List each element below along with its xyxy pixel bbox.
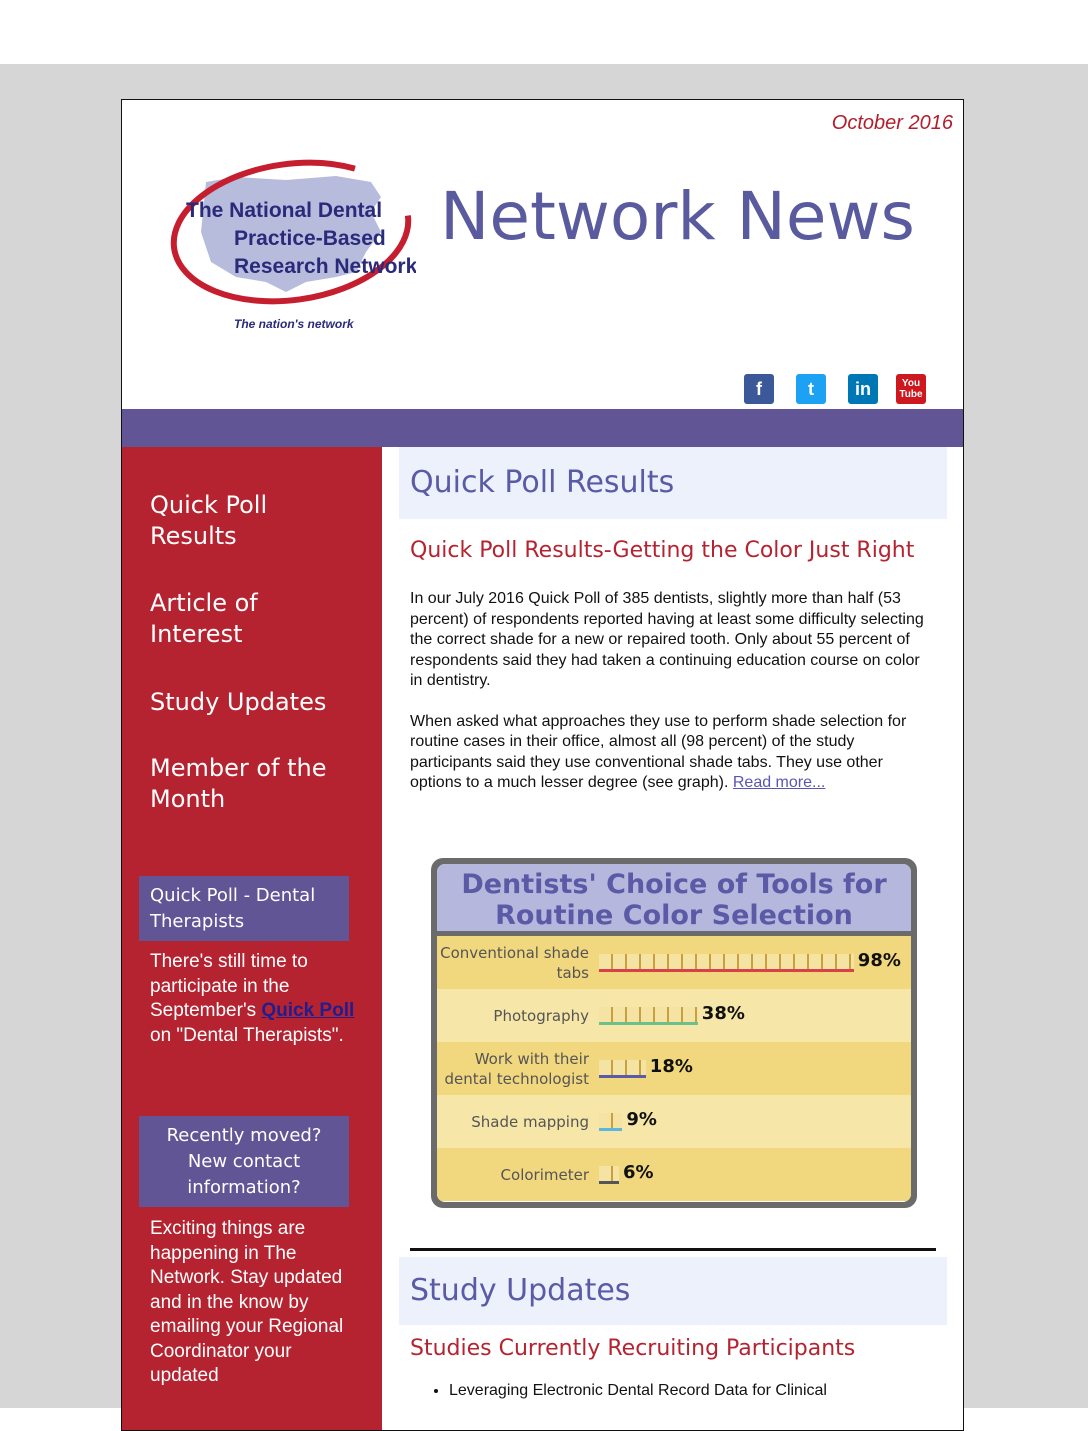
masthead-title: Network News (440, 178, 915, 255)
chart-bar (599, 1113, 622, 1131)
quick-poll-box-title: Quick Poll - Dental Therapists (139, 876, 349, 941)
chart-row (437, 989, 911, 1042)
section-divider (410, 1248, 936, 1251)
study-list-item[interactable]: • Leveraging Electronic Dental Record Data for Clinical (449, 1381, 936, 1402)
logo-line2: Practice-Based (234, 227, 386, 250)
youtube-icon[interactable]: You Tube (896, 374, 926, 404)
article-paragraph-2 (399, 712, 947, 794)
chart-row (437, 1042, 911, 1095)
article-paragraph-1: In our July 2016 Quick Poll of 385 dentists, slightly more than half (53 percent) of respondents reported having at least some difficulty selecting the correct shade for a new or repaired tooth. Only about 55 percent of respondents said they had taken a continuing education course on color in dentistry. (410, 590, 924, 689)
logo-line1: The National Dental (186, 199, 383, 222)
sidebar-link-study-updates[interactable]: Study Updates (150, 688, 327, 716)
poll-chart-inner (437, 864, 911, 1202)
chart-category-label: Shade mapping (471, 1112, 589, 1131)
chart-category-label: Work with their dental technologist (444, 1049, 589, 1088)
contact-box-text: Exciting things are happening in The Network. Stay updated and in the know by emailing your Regional Coordinator your updated (150, 1218, 344, 1386)
chart-title: Dentists' Choice of Tools for Routine Color Selection (437, 864, 911, 936)
article-title[interactable]: Quick Poll Results-Getting the Color Just Right (410, 538, 915, 563)
sidebar-link-quick-poll[interactable]: Quick Poll Results (150, 491, 268, 550)
chart-category-label: Colorimeter (500, 1165, 589, 1184)
poll-chart (431, 858, 917, 1208)
paragraph-2-text: When asked what approaches they use to perform shade selection for routine cases in their office, almost all (98 percent) of the study participants said they use conventional shade tabs. They use other options to a much lesser degree (see graph). (410, 712, 907, 791)
logo-graphic (166, 152, 416, 337)
sidebar-link-article[interactable]: Article of Interest (150, 589, 258, 648)
chart-bar (599, 1166, 619, 1184)
chart-value-label: 38% (701, 1003, 745, 1024)
logo-line3: Research Network (234, 255, 416, 278)
study-updates-section (399, 1257, 947, 1402)
quick-poll-text-pre: There's still time to participate in the September's (150, 951, 308, 1021)
chart-bar (599, 1060, 646, 1078)
chart-category-label: Conventional shade tabs (440, 943, 589, 982)
network-logo (166, 152, 416, 337)
contact-box-title: Recently moved? New contact information? (139, 1116, 349, 1207)
chart-row (437, 936, 911, 989)
sidebar (122, 447, 382, 1431)
chart-value-label: 9% (626, 1109, 657, 1130)
linkedin-icon[interactable]: in (848, 374, 878, 404)
chart-row (437, 1148, 911, 1201)
logo-tagline: The nation's network (234, 317, 354, 331)
chart-value-label: 98% (857, 950, 901, 971)
newsletter (121, 99, 964, 1431)
chart-category-label: Photography (493, 1006, 589, 1025)
chart-row (437, 1095, 911, 1148)
studies-list (399, 1381, 947, 1402)
studies-recruiting-title: Studies Currently Recruiting Participants (410, 1336, 856, 1361)
chart-value-label: 18% (649, 1056, 693, 1077)
quick-poll-link[interactable]: Quick Poll (261, 1000, 355, 1021)
read-more-link[interactable]: Read more... (732, 774, 826, 791)
main-content (399, 447, 947, 1399)
chart-bar (599, 1007, 698, 1025)
quick-poll-box-text (150, 950, 355, 1048)
issue-date: October 2016 (831, 112, 953, 134)
section-title-study-updates: Study Updates (399, 1257, 947, 1325)
chart-bar (599, 954, 854, 972)
chart-value-label: 6% (623, 1162, 654, 1183)
facebook-icon[interactable]: f (744, 374, 774, 404)
header-divider-bar (122, 409, 963, 447)
twitter-icon[interactable]: t (796, 374, 826, 404)
section-title-quick-poll: Quick Poll Results (399, 447, 947, 519)
sidebar-link-member[interactable]: Member of the Month (150, 754, 327, 813)
quick-poll-text-post: on "Dental Therapists". (150, 1024, 344, 1046)
